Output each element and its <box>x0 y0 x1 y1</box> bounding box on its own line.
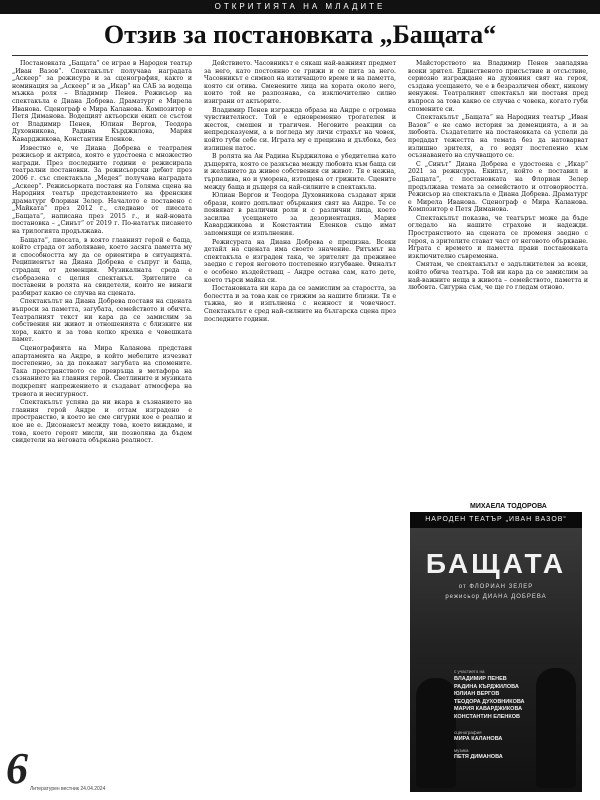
paragraph: В ролята на Ан Радина Кърджилова е убедителна като дъщерята, която се разкъсва между любовта към баща си и желанието да живее собствения си живот. Тя е нежна, търпелива, но и уморена, изтощена от грижите. Сцените между баща и дъщеря са най-силните в спектакъла. <box>204 153 396 191</box>
poster-cast-list <box>454 676 525 721</box>
paragraph: Спектакълът показва, че театърът може да бъде огледало на нашите страхове и надежди. Пространството на сцената се променя заедно с героя, а зрителите стават част от неговото объркване. Играта с времето и паметта прави постановката изключително съвременна. <box>408 214 588 260</box>
poster-title: БАЩАТА <box>425 548 567 579</box>
paragraph: Сценографията на Мира Каланова представя апартамента на Андре, в който мебелите изчезват постепенно, за да покажат загубата на спомените. Така пространството се превръща в метафора на съзнанието на главния герой. Светлините и музиката подкрепят напрежението и създават атмосфера на тревога и несигурност. <box>12 344 192 398</box>
cast-member: РАДИНА КЪРДЖИЛОВА <box>454 683 519 690</box>
poster-director: режисьор ДИАНА ДОБРЕВА <box>445 594 547 600</box>
paragraph: Владимир Пенев изгражда образа на Андре с огромна чувствителност. Той е едновременно трогателен и жесток, смешен и трагичен. Неговите реакции са непредсказуеми, а в погледа му личи страхът на човек, който губи себе си. Играта му е прецизна и дълбока, без излишен патос. <box>204 106 396 152</box>
column-3 <box>408 60 588 500</box>
paragraph: Известно е, че Диана Добрева е театрален режисьор и актриса, която е удостоена с множество награди. През последните години е режисирала театрални постановки. За режисьорски дебют през 2006 г. със спектакъла „Медея“ получава наградата „Аскеер“. Режисьорката поставя на Голяма сцена на Народния театър представлението на френския драматург Флориан Зелер. Началото е поставено с „Майката“ през 2012 г., следвано от пиесата „Бащата“, написана през 2015 г., и най-новата постановка – „Синът“ от 2019 г. По-нататък писането на трилогията продължава. <box>12 144 192 236</box>
author-signature: МИХАЕЛА ТОДОРОВА <box>470 503 547 510</box>
paragraph: Спектакълът успява да ни вкара в съзнанието на главния герой Андре и оттам изградено е пространство, в което не сме сигурни кое е реално и кое не е. Дисонансът между това, което виждаме, и това, което героят мисли, ни позволява да бъдем свидетели на неговата объркана реалност. <box>12 399 192 445</box>
poster-music: ПЕТЯ ДИМАНОВА <box>454 754 503 760</box>
footer-publication: Литературен вестник 24.04.2024 <box>30 786 106 792</box>
poster-theatre: НАРОДЕН ТЕАТЪР „ИВАН ВАЗОВ“ <box>410 512 582 528</box>
title-divider <box>12 55 588 56</box>
actor-silhouette <box>416 678 456 788</box>
article-title: Отзив за постановката „Бащата“ <box>103 20 497 49</box>
paragraph: Постановката „Бащата“ се играе в Народен театър „Иван Вазов“. Спектакълът получава наградата „Аскеер“ за режисура и за сценография, както и номинация за „Аскеер“ и за „Икар“ на САБ за водеща мъжка роля – Владимир Пенев. Режисьор на спектакъла е Диана Добрева. Драматург е Мирела Иванова. Сценограф е Мира Каланова. Композитор е Петя Диманова. Водещият актьорски екип се състои от Владимир Пенев, Юлиан Вергов, Теодора Духовникова, Радина Кърджилова, Мария Каварджикова, Константин Еленков. <box>12 60 192 143</box>
column-2 <box>204 60 396 778</box>
cast-member: ТЕОДОРА ДУХОВНИКОВА <box>454 698 525 705</box>
cast-member: ЮЛИАН ВЕРГОВ <box>454 691 500 697</box>
paragraph: Спектакълът „Бащата“ на Народния театър „Иван Вазов“ е не само история за деменцията, а и за любовта. Създателите на постановката са успели да предадат тежестта на темата без да натоварват излишно зрителя, а го водят постепенно към осъзнаването на случващото се. <box>408 114 588 160</box>
poster-scenography-label: сценография <box>454 730 482 735</box>
paragraph: Режисурата на Диана Добрева е прецизна. Всеки детайл на сцената има своето значение. Ритъмът на спектакъла е изграден така, че зрителят да преживее заедно с героя неговото постепенно изгубване. Финалът е особено въздействащ – Андре остава сам, като дете, което търси майка си. <box>204 238 396 284</box>
paragraph: Спектакълът на Диана Добрева поставя на сцената въпроси за паметта, загубата, семейството и обичта. Театралният текст ни кара да се замислим за собствения ни живот и отношенията с близките ни хора, както и за това колко крехка е човешката памет. <box>12 298 192 344</box>
paragraph: Бащата“, пиесата, в която главният герой е баща, който страда от заболяване, което засяга паметта му и способността му да се ориентира в ситуацията. Реципиентът на Диана Добрева е съпруг и баща, страдащ от деменция. Музикалната среда е съобразена с целия спектакъл. Зрителите са поставени в ролята на свидетели, които не винаги разбират какво се случва на сцената. <box>12 236 192 297</box>
paragraph: Действието. Часовникът е сякаш най-важният предмет за него, като постоянно се грижи и се пита за него. Часовникът е символ на изтичащото време и на паметта, която си отива. Сменените лица на хората около него, които той не разпознава, са изключително силно изиграни от актьорите. <box>204 60 396 105</box>
paragraph: Постановката ни кара да се замислим за старостта, за болестта и за това как се грижим за нашите близки. Тя е тъжна, но и изпълнена с нежност и човечност. Спектакълът е сред най-силните на българска сцена през последните години. <box>204 285 396 323</box>
cast-member: МАРИЯ КАВАРДЖИКОВА <box>454 706 523 712</box>
cast-member: КОНСТАНТИН ЕЛЕНКОВ <box>454 713 520 720</box>
poster-scenography: МИРА КАЛАНОВА <box>454 736 503 742</box>
paragraph: Смятам, че спектакълът е задължителен за всеки, който обича театъра. Той ни кара да се замислим за най-важните неща в живота – семейството, паметта и любовта. Сигурна съм, че ще го гледам отново. <box>408 261 588 292</box>
paragraph: Майсторството на Владимир Пенев завладява всеки зрител. Единственото присъствие и отсъствие, сериозно изграждане на духовния свят на героя, създава усещането, че е в безразличен обект, никому ненужен. Театралният спектакъл ни поставя пред въпроса за това какво се случва с човека, когато губи спомените си. <box>408 60 588 113</box>
paragraph: С „Синът“ Диана Добрева е удостоена с „Икар“ 2021 за режисура. Екипът, който е поставил и „Бащата“, с постановката на Флориан Зелер продължава темата за семейството и отговорността. Режисьор на спектакъла е Диана Добрева. Драматург е Мирела Иванова. Сценограф е Мира Каланова. Композитор е Петя Диманова. <box>408 160 588 214</box>
cast-member: ВЛАДИМИР ПЕНЕВ <box>454 676 507 682</box>
poster-author: от ФЛОРИАН ЗЕЛЕР <box>458 584 534 590</box>
poster-music-label: музика <box>454 748 469 753</box>
section-header: ОТКРИТИЯТА НА МЛАДИТЕ <box>0 0 600 14</box>
column-1 <box>12 60 192 740</box>
paragraph: Юлиан Вергов и Теодора Духовникова създават ярки образи, които допълват объркания свят на Андре. Те се появяват в различни роли и с различни лица, което засилва усещането за дезориентация. Мария Каварджикова и Константин Еленков също имат запомнящи се изпълнения. <box>204 192 396 238</box>
play-poster <box>410 512 582 792</box>
page-number: 6 <box>6 744 28 793</box>
actor-silhouette <box>536 668 576 788</box>
poster-cast-label: с участието на <box>454 669 485 674</box>
